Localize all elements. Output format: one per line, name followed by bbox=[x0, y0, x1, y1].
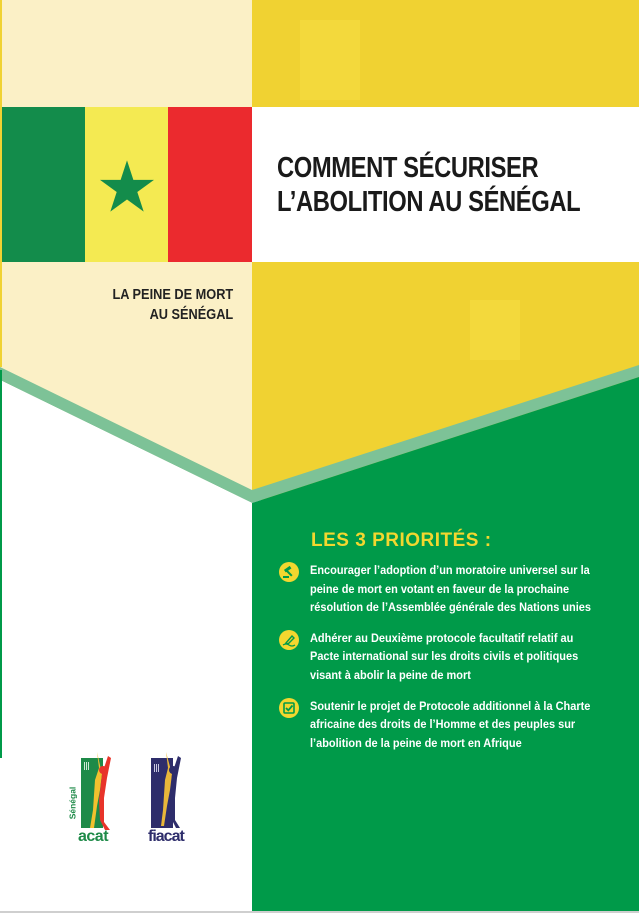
subtitle-line-1: LA PEINE DE MORT bbox=[112, 287, 233, 303]
subtitle-line-2: AU SÉNÉGAL bbox=[149, 307, 233, 323]
acat-wordmark: acat bbox=[78, 828, 109, 845]
acat-country-label: Sénégal bbox=[67, 786, 78, 820]
fiacat-wordmark: fiacat bbox=[148, 828, 184, 845]
page-title-line-2: L’ABOLITION AU SÉNÉGAL bbox=[277, 185, 581, 218]
flag-yellow-band bbox=[85, 107, 168, 262]
pen-signature-icon bbox=[279, 630, 299, 650]
flag-red-band bbox=[168, 107, 252, 262]
checkbox-icon bbox=[279, 698, 299, 718]
star-icon bbox=[100, 160, 154, 212]
acat-logo bbox=[64, 750, 126, 850]
yellow-highlight bbox=[470, 300, 520, 360]
priority-item bbox=[279, 697, 624, 753]
title-box bbox=[252, 107, 639, 262]
priority-text: Encourager l’adoption d’un moratoire universel sur la peine de mort en votant en faveur de la prochaine résolution de l’Assemblée générale des Nations unies bbox=[310, 563, 592, 615]
priority-item bbox=[279, 561, 624, 617]
left-green-strip bbox=[0, 370, 2, 758]
yellow-highlight bbox=[300, 20, 360, 100]
priority-item bbox=[279, 629, 624, 685]
fiacat-logo bbox=[146, 750, 202, 850]
priorities-list bbox=[279, 561, 624, 764]
senegal-flag bbox=[2, 107, 252, 262]
priority-text: Adhérer au Deuxième protocole facultatif relatif au Pacte international sur les droits civils et politiques visant à abolir la peine de mort bbox=[310, 630, 579, 682]
priority-text: Soutenir le projet de Protocole additionnel à la Charte africaine des droits de l’Homme et des peuples sur l’abolition de la peine de mort en Afrique bbox=[310, 698, 591, 750]
subtitle bbox=[112, 285, 233, 325]
priorities-heading: LES 3 PRIORITÉS : bbox=[311, 530, 492, 551]
page-title-line-1: COMMENT SÉCURISER bbox=[277, 151, 539, 184]
gavel-icon bbox=[279, 562, 299, 582]
flag-green-band bbox=[2, 107, 85, 262]
